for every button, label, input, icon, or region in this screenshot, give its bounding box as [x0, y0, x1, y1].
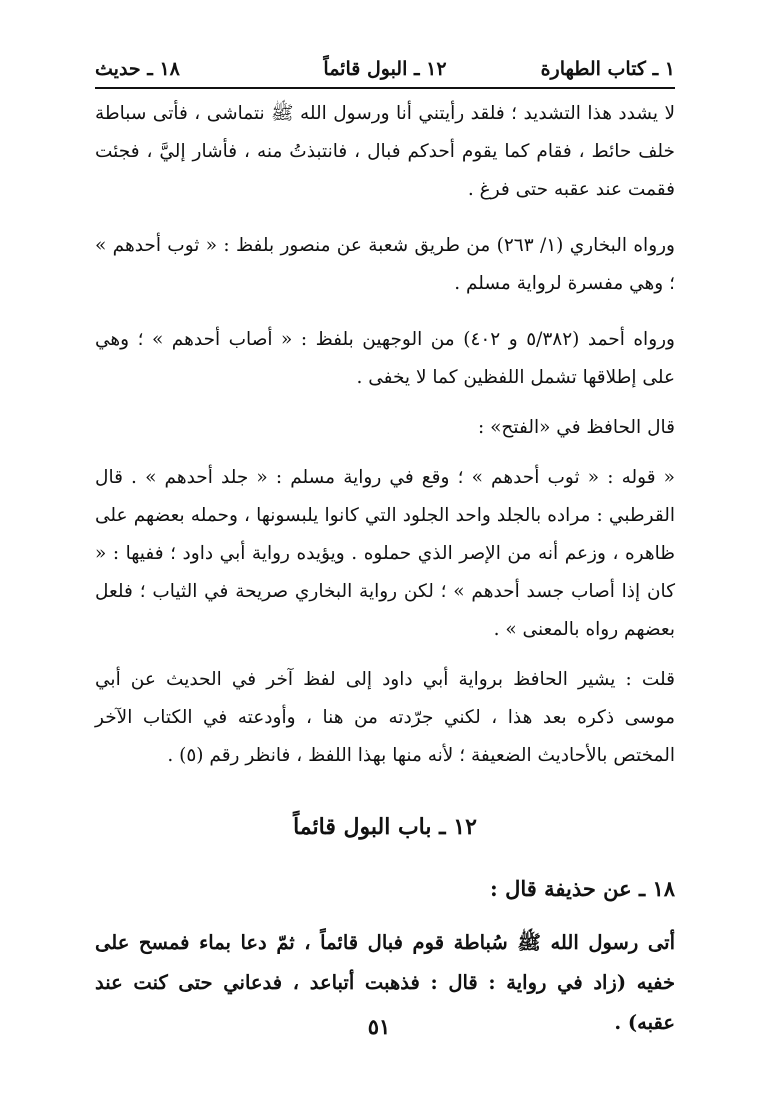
- paragraph-ahmad-note: ورواه أحمد (٥/٣٨٢ و ٤٠٢) من الوجهين بلفظ : « أصاب أحدهم » ؛ وهي على إطلاقها تشمل اللفظين كما لا يخفى .: [95, 329, 675, 388]
- paragraph-hadith-continuation: لا يشدد هذا التشديد ؛ فلقد رأيتني أنا ورسول الله ﷺ نتماشى ، فأتى سباطة خلف حائط ، فقام كما يقوم أحدكم فبال ، فانتبذتُ منه ، فأشار إليَّ ، فجئت فقمت عند عقبه حتى فرغ .: [95, 103, 675, 200]
- running-header: [95, 52, 675, 92]
- hadith-intro: ١٨ ـ عن حذيفة قال :: [490, 876, 675, 901]
- header-rule: [95, 87, 675, 89]
- paragraph-fath-quote: « قوله : « ثوب أحدهم » ؛ وقع في رواية مسلم : « جلد أحدهم » . قال القرطبي : مراده بالجلد واحد الجلود التي كانوا يلبسونها ، وحمله بعضهم على ظاهره ، وزعم أنه من الإصر الذي حملوه . ويؤيده رواية أبي داود ؛ ففيها : « كان إذا أصاب جسد أحدهم » ؛ لكن رواية البخاري صريحة في الثياب ؛ فلعل بعضهم رواه بالمعنى » .: [95, 467, 675, 640]
- paragraph-bukhari-note: ورواه البخاري (١/ ٢٦٣) من طريق شعبة عن منصور بلفظ : « ثوب أحدهم » ؛ وهي مفسرة لرواية مسلم .: [95, 235, 675, 294]
- chapter-heading: ١٢ ـ باب البول قائماً: [293, 814, 477, 840]
- hadith-text: أتى رسول الله ﷺ سُباطة قوم فبال قائماً ، ثمّ دعا بماء فمسح على خفيه (زاد في رواية : قال : فذهبت أتباعد ، فدعاني حتى كنت عند عقبه) .: [95, 931, 675, 1034]
- header-hadith-number: ١٨ ـ حديث: [95, 58, 180, 80]
- paragraph-author-comment: قلت : يشير الحافظ برواية أبي داود إلى لفظ آخر في الحديث عن أبي موسى ذكره بعد هذا ، لكني جرّدته من هنا ، وأودعته في الكتاب الآخر المختص بالأحاديث الضعيفة ؛ لأنه منها بهذا اللفظ ، فانظر رقم (٥) .: [95, 669, 675, 766]
- paragraph-fath-intro: قال الحافظ في «الفتح» :: [478, 417, 675, 438]
- page-number: ٥١: [367, 1014, 391, 1039]
- header-book-title: ١ ـ كتاب الطهارة: [540, 58, 675, 80]
- header-chapter-title: ١٢ ـ البول قائماً: [323, 58, 447, 80]
- page-body: [95, 95, 675, 1043]
